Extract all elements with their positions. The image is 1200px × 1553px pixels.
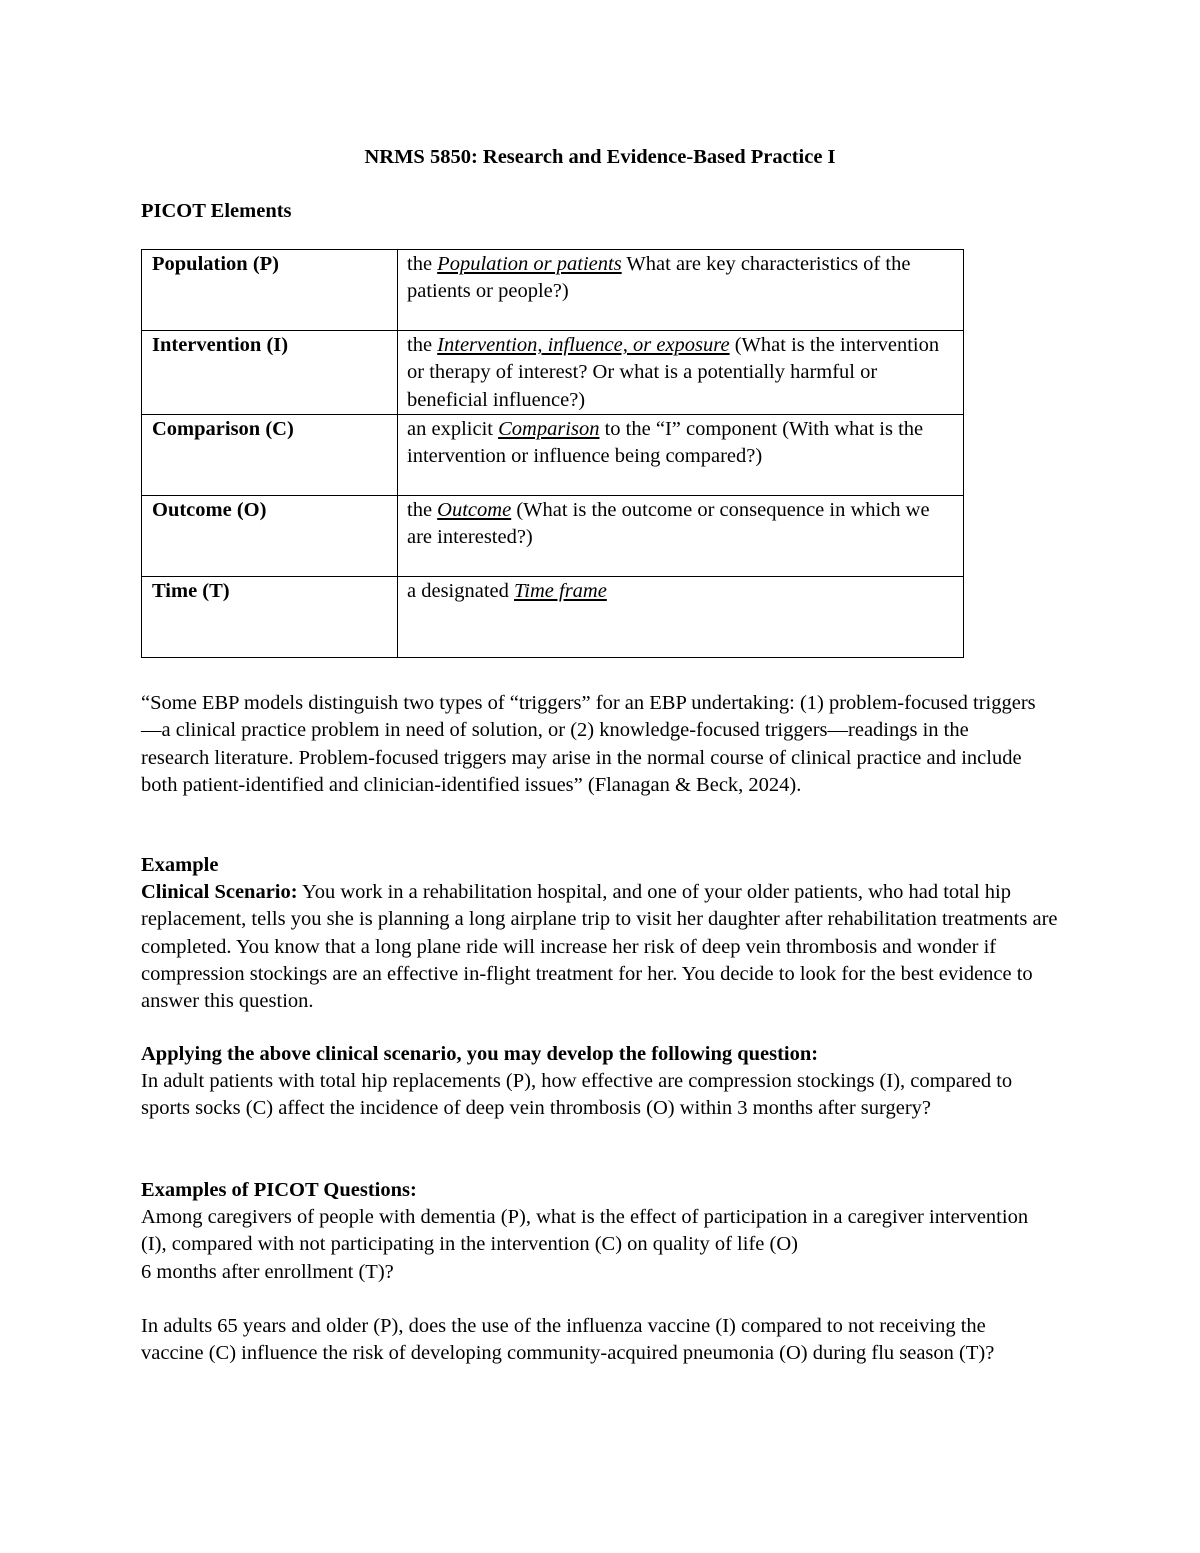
picot-label: Intervention (I) xyxy=(142,331,398,415)
definition-term: Outcome xyxy=(437,498,512,521)
example-question-2: In adults 65 years and older (P), does the use of the influenza vaccine (I) compared to not receiving the vaccine (C) influence the risk of developing community-acquired pneumonia (O) during flu season (T)? xyxy=(141,1315,995,1365)
quote-paragraph: “Some EBP models distinguish two types of “triggers” for an EBP undertaking: (1) problem-focused triggers—a clinical practice problem in need of solution, or (2) knowledge-focused triggers—readings in the research literature. Problem-focused triggers may arise in the normal course of clinical practice and include both patient-identified and clinician-identified issues” (Flanagan & Beck, 2024). xyxy=(141,692,1036,796)
clinical-scenario-paragraph xyxy=(141,879,1059,1015)
definition-prefix: the xyxy=(407,498,438,521)
document-title: NRMS 5850: Research and Evidence-Based Practice I xyxy=(364,146,836,168)
definition-prefix: the xyxy=(407,334,438,356)
definition-prefix: a designated xyxy=(407,579,515,602)
picot-label: Time (T) xyxy=(142,576,398,657)
definition-prefix: the xyxy=(407,253,438,275)
picot-table xyxy=(141,249,964,658)
definition-term: Comparison xyxy=(498,417,600,440)
example-question-1-line1: Among caregivers of people with dementia (P), what is the effect of participation in a caregiver intervention (I), compared with not participating in the intervention (C) on quality of life (O) xyxy=(141,1206,1029,1256)
definition-term: Time frame xyxy=(514,579,607,602)
picot-definition xyxy=(398,414,964,495)
definition-suffix: to the “I” component (With what is the intervention or influence being compared?) xyxy=(407,417,929,468)
scenario-text: You work in a rehabilitation hospital, and one of your older patients, who had total hip replacement, tells you she is planning a long airplane trip to visit her daughter after rehabilitation treatments are completed. You know that a long plane ride will increase her risk of deep vein thrombosis and wonder if compression stockings are an effective in-flight treatment for her. You decide to look for the best evidence to answer this question. xyxy=(141,881,1058,1013)
definition-suffix: (What is the outcome or consequence in which we are interested?) xyxy=(407,498,935,549)
definition-suffix: (What is the intervention or therapy of interest? Or what is a potentially harmful or beneficial influence?) xyxy=(407,334,945,411)
picot-label: Outcome (O) xyxy=(142,495,398,576)
picot-row xyxy=(142,576,964,657)
picot-label: Population (P) xyxy=(142,250,398,331)
picot-row xyxy=(142,495,964,576)
definition-suffix: What are key characteristics of the patients or people?) xyxy=(407,253,916,303)
picot-definition xyxy=(398,495,964,576)
applying-heading: Applying the above clinical scenario, you may develop the following question: xyxy=(141,1043,819,1065)
definition-prefix: an explicit xyxy=(407,417,499,440)
example-question-1-line2: 6 months after enrollment (T)? xyxy=(141,1260,394,1283)
picot-row xyxy=(142,250,964,331)
picot-definition xyxy=(398,250,964,331)
definition-term: Intervention, influence, or exposure xyxy=(437,334,730,356)
picot-definition xyxy=(398,576,964,657)
definition-term: Population or patients xyxy=(437,253,622,275)
picot-row xyxy=(142,331,964,415)
scenario-label: Clinical Scenario: xyxy=(141,881,298,903)
picot-row xyxy=(142,414,964,495)
examples-heading: Examples of PICOT Questions: xyxy=(141,1179,417,1201)
applying-question: In adult patients with total hip replacements (P), how effective are compression stockings (I), compared to sports socks (C) affect the incidence of deep vein thrombosis (O) within 3 months after surgery? xyxy=(141,1070,1013,1120)
example-question-1 xyxy=(141,1204,1051,1286)
picot-label: Comparison (C) xyxy=(142,414,398,495)
example-heading: Example xyxy=(141,854,219,876)
picot-definition xyxy=(398,331,964,415)
section-heading-picot: PICOT Elements xyxy=(141,200,292,222)
